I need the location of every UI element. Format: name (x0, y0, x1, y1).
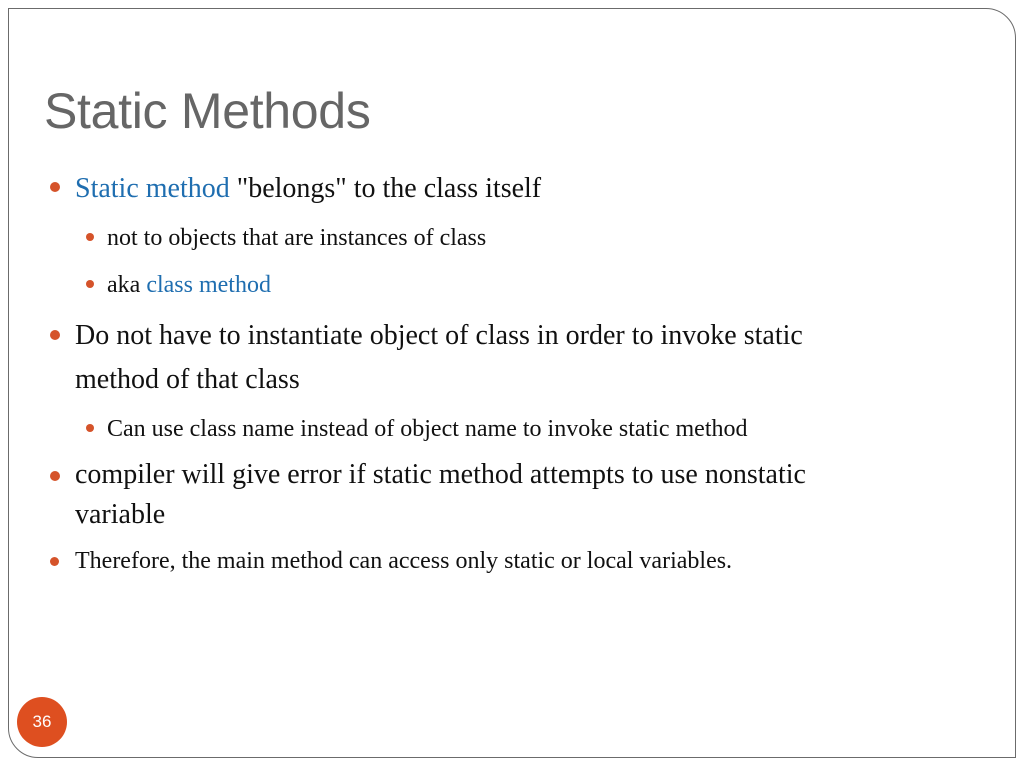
sub-bullet-aka-class-method (107, 270, 271, 300)
bullet-dot-icon (86, 280, 94, 288)
bullet-dot-icon (50, 182, 60, 192)
bullet-text-line1: compiler will give error if static method attempts to use nonstatic (75, 459, 806, 490)
bullet-highlight-term: Static method (75, 173, 230, 204)
sub-bullet-class-name (107, 414, 748, 444)
slide-number-badge: 36 (17, 697, 67, 747)
bullet-text: not to objects that are instances of class (107, 225, 487, 251)
slide-title: Static Methods (44, 83, 371, 139)
bullet-text: aka (107, 272, 147, 298)
bullet-dot-icon (86, 424, 94, 432)
sub-bullet-not-objects (107, 223, 486, 253)
bullet-text-line2: variable (75, 499, 166, 530)
bullet-text-line2: method of that class (75, 364, 300, 395)
bullet-dot-icon (50, 557, 59, 566)
bullet-compiler-error (75, 455, 806, 535)
bullet-no-instantiate (75, 314, 803, 402)
bullet-dot-icon (50, 471, 60, 481)
bullet-dot-icon (50, 330, 60, 340)
bullet-text-line1: Do not have to instantiate object of class in order to invoke static (75, 320, 803, 351)
bullet-highlight-term: class method (146, 272, 271, 298)
bullet-text: "belongs" to the class itself (229, 173, 542, 204)
bullet-text: Can use class name instead of object name to invoke static method (107, 416, 748, 442)
bullet-dot-icon (86, 233, 94, 241)
bullet-static-method (75, 167, 541, 211)
bullet-main-method (75, 546, 732, 576)
bullet-text: Therefore, the main method can access only static or local variables. (75, 548, 733, 574)
